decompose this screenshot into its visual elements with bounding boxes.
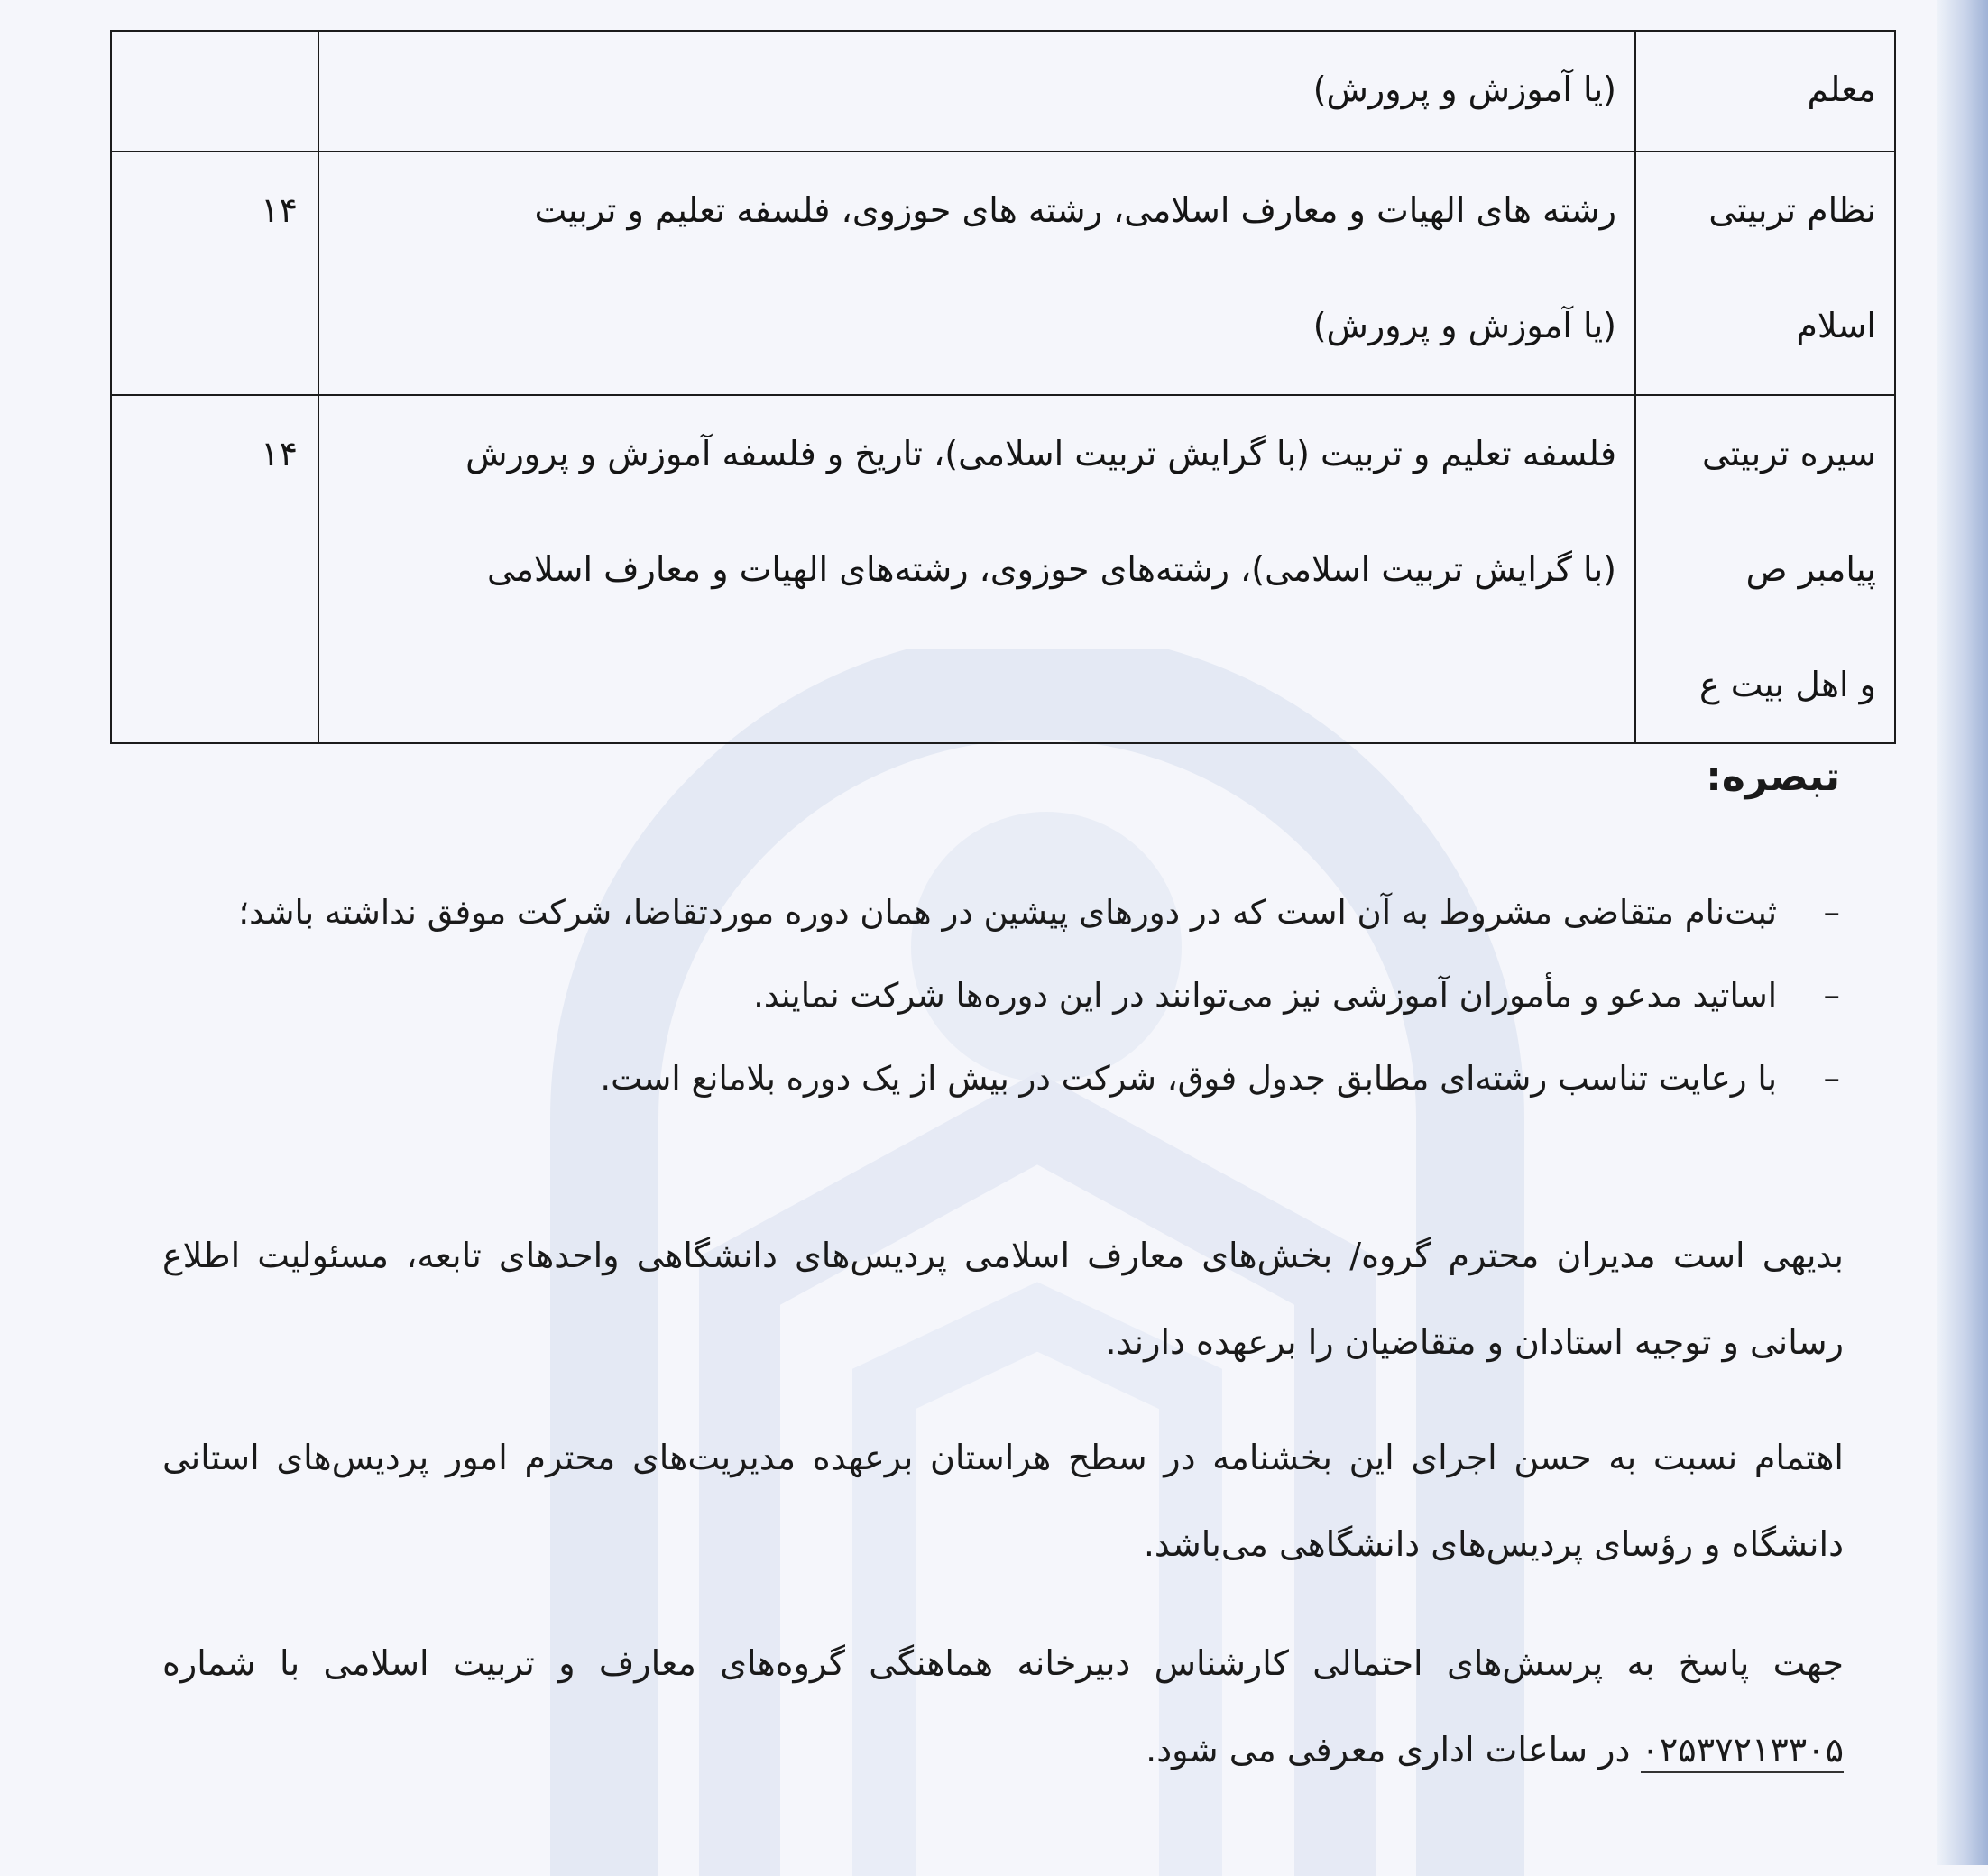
- note-list: [162, 871, 1777, 1120]
- course-title-line: نظام تربیتی: [1708, 190, 1876, 230]
- eligible-fields-cell: [318, 152, 1635, 395]
- course-title-line: اسلام: [1796, 306, 1876, 345]
- table-row: [111, 395, 1895, 743]
- score-value: ۱۴: [261, 434, 298, 474]
- eligible-fields-line: (یا آموزش و پرورش): [1312, 69, 1616, 109]
- eligible-fields-line: (یا آموزش و پرورش): [1312, 306, 1616, 345]
- course-title-cell: [1635, 395, 1895, 743]
- note-item: – ثبت‌نام متقاضی مشروط به آن است که در دورهای پیشین در همان دوره موردتقاضا، شرکت موفق نداشته باشد؛: [162, 871, 1777, 954]
- eligible-fields-cell: [318, 395, 1635, 743]
- note-heading: تبصره:: [1706, 754, 1840, 800]
- score-cell: [111, 31, 318, 152]
- paragraph-contact: [162, 1620, 1844, 1793]
- score-value: ۱۴: [261, 190, 298, 230]
- course-title-line: سیره تربیتی: [1702, 434, 1876, 474]
- eligible-fields-line: رشته های الهیات و معارف اسلامی، رشته های حوزوی، فلسفه تعلیم و تربیت: [534, 190, 1616, 230]
- paragraph-implementation: اهتمام نسبت به حسن اجرای این بخشنامه در سطح هراستان برعهده مدیریت‌های محترم امور پردیس‌های استانی دانشگاه و رؤسای پردیس‌های دانشگاهی می‌باشد.: [162, 1438, 1844, 1564]
- course-title-line: معلم: [1807, 69, 1876, 109]
- course-title-line: پیامبر ص: [1745, 549, 1876, 589]
- score-cell: [111, 152, 318, 395]
- paragraph-responsibility: بدیهی است مدیران محترم گروه/ بخش‌های معارف اسلامی پردیس‌های دانشگاهی واحدهای تابعه، مسئولیت اطلاع رسانی و توجیه استادان و متقاضیان را برعهده دارند.: [162, 1236, 1844, 1362]
- note-item: – با رعایت تناسب رشته‌ای مطابق جدول فوق، شرکت در بیش از یک دوره بلامانع است.: [162, 1037, 1777, 1120]
- note-item: – اساتید مدعو و مأموران آموزشی نیز می‌توانند در این دوره‌ها شرکت نمایند.: [162, 954, 1777, 1037]
- eligible-fields-line: فلسفه تعلیم و تربیت (با گرایش تربیت اسلامی)، تاریخ و فلسفه آموزش و پرورش: [465, 434, 1616, 474]
- course-title-cell: [1635, 152, 1895, 395]
- eligible-fields-line: (با گرایش تربیت اسلامی)، رشته‌های حوزوی، رشته‌های الهیات و معارف اسلامی: [486, 549, 1616, 589]
- score-cell: [111, 395, 318, 743]
- eligible-fields-cell: [318, 31, 1635, 152]
- course-title-cell: [1635, 31, 1895, 152]
- phone-number[interactable]: ۰۲۵۳۷۲۱۳۳۰۵: [1641, 1730, 1844, 1773]
- contact-text-end: در ساعات اداری معرفی می شود.: [1146, 1730, 1631, 1770]
- contact-text: جهت پاسخ به پرسش‌های احتمالی کارشناس دبیرخانه هماهنگی گروه‌های معارف و تربیت اسلامی با شماره: [162, 1643, 1844, 1683]
- table-row: [111, 152, 1895, 395]
- course-title-line: و اهل بیت ع: [1699, 665, 1876, 704]
- criteria-table: [110, 30, 1896, 744]
- table-row: [111, 31, 1895, 152]
